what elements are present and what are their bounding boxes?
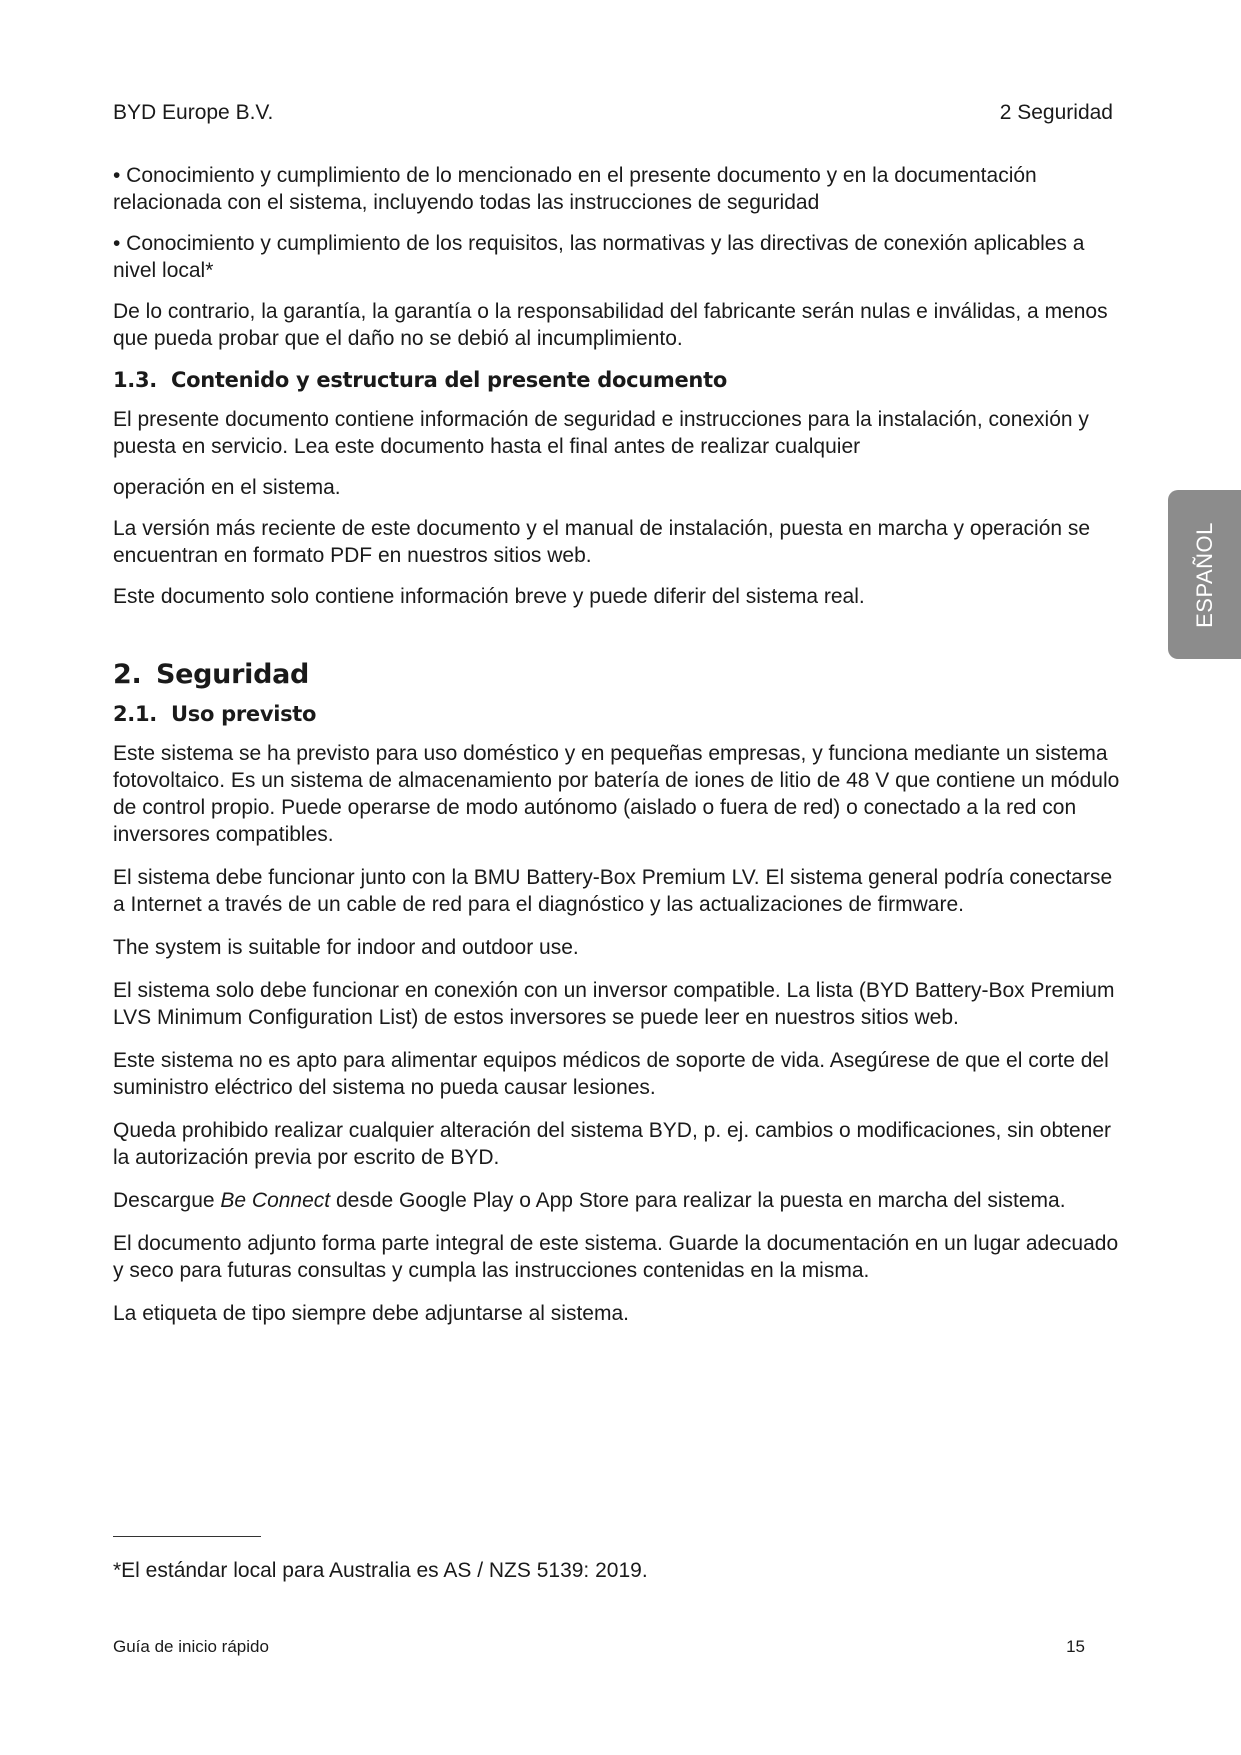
section-title: Seguridad — [156, 659, 310, 690]
section-title: Uso previsto — [171, 702, 317, 726]
footnote-divider — [113, 1536, 261, 1537]
bullet-paragraph: • Conocimiento y cumplimiento de los requisitos, las normativas y las directivas de conexión aplicables a nivel local* — [113, 232, 1085, 282]
section-number: 2.1. — [113, 702, 157, 726]
bullet-paragraph: • Conocimiento y cumplimiento de lo mencionado en el presente documento y en la documentación relacionada con el sistema, incluyendo todas las instrucciones de seguridad — [113, 164, 1037, 214]
language-tab — [1168, 490, 1241, 659]
page-number: 15 — [1066, 1637, 1085, 1656]
body-paragraph: Este sistema se ha previsto para uso doméstico y en pequeñas empresas, y funciona mediante un sistema fotovoltaico. Es un sistema de almacenamiento por batería de iones de litio de 48 V que contiene un módulo de control propio. Puede operarse de modo autónomo (aislado o fuera de red) o conectado a la red con inversores compatibles. — [113, 742, 1120, 846]
section-number: 2. — [113, 659, 142, 690]
body-paragraph: Este sistema no es apto para alimentar equipos médicos de soporte de vida. Asegúrese de que el corte del suministro eléctrico del sistema no pueda causar lesiones. — [113, 1049, 1109, 1099]
body-paragraph: Este documento solo contiene información breve y puede diferir del sistema real. — [113, 585, 865, 608]
download-paragraph — [113, 1187, 1128, 1214]
body-paragraph: El sistema debe funcionar junto con la BMU Battery-Box Premium LV. El sistema general podría conectarse a Internet a través de un cable de red para el diagnóstico y las actualizaciones de firmware. — [113, 866, 1113, 916]
language-tab-label: ESPAÑOL — [1191, 521, 1217, 628]
body-paragraph: El sistema solo debe funcionar en conexión con un inversor compatible. La lista (BYD Battery-Box Premium LVS Minimum Configuration List) de estos inversores se puede leer en nuestros sitios web. — [113, 979, 1115, 1029]
body-paragraph: El presente documento contiene información de seguridad e instrucciones para la instalación, conexión y puesta en servicio. Lea este documento hasta el final antes de realizar cualquier — [113, 408, 1089, 458]
section-heading-2-1 — [113, 700, 1128, 728]
section-heading-2 — [113, 658, 1128, 692]
download-text-after: desde Google Play o App Store para realizar la puesta en marcha del sistema. — [330, 1189, 1066, 1212]
body-paragraph: La etiqueta de tipo siempre debe adjuntarse al sistema. — [113, 1302, 629, 1325]
footnote: *El estándar local para Australia es AS / NZS 5139: 2019. — [113, 1559, 648, 1582]
download-text-before: Descargue — [113, 1189, 221, 1212]
header-company: BYD Europe B.V. — [113, 101, 274, 124]
section-number: 1.3. — [113, 368, 157, 392]
footer-title: Guía de inicio rápido — [113, 1637, 269, 1656]
warranty-paragraph: De lo contrario, la garantía, la garantía o la responsabilidad del fabricante serán nulas e inválidas, a menos que pueda probar que el daño no se debió al incumplimiento. — [113, 300, 1108, 350]
page-header — [113, 100, 1113, 126]
body-paragraph: operación en el sistema. — [113, 476, 341, 499]
body-paragraph: The system is suitable for indoor and outdoor use. — [113, 936, 579, 959]
header-section: 2 Seguridad — [999, 101, 1113, 124]
body-paragraph: La versión más reciente de este documento y el manual de instalación, puesta en marcha y operación se encuentran en formato PDF en nuestros sitios web. — [113, 517, 1091, 567]
section-heading-1-3 — [113, 366, 1128, 394]
page-footer — [113, 1636, 1085, 1658]
body-paragraph: El documento adjunto forma parte integral de este sistema. Guarde la documentación en un lugar adecuado y seco para futuras consultas y cumpla las instrucciones contenidas en la misma. — [113, 1232, 1119, 1282]
main-content — [113, 162, 1128, 1343]
section-title: Contenido y estructura del presente documento — [171, 368, 727, 392]
app-name: Be Connect — [220, 1189, 331, 1212]
body-paragraph: Queda prohibido realizar cualquier alteración del sistema BYD, p. ej. cambios o modificaciones, sin obtener la autorización previa por escrito de BYD. — [113, 1119, 1112, 1169]
